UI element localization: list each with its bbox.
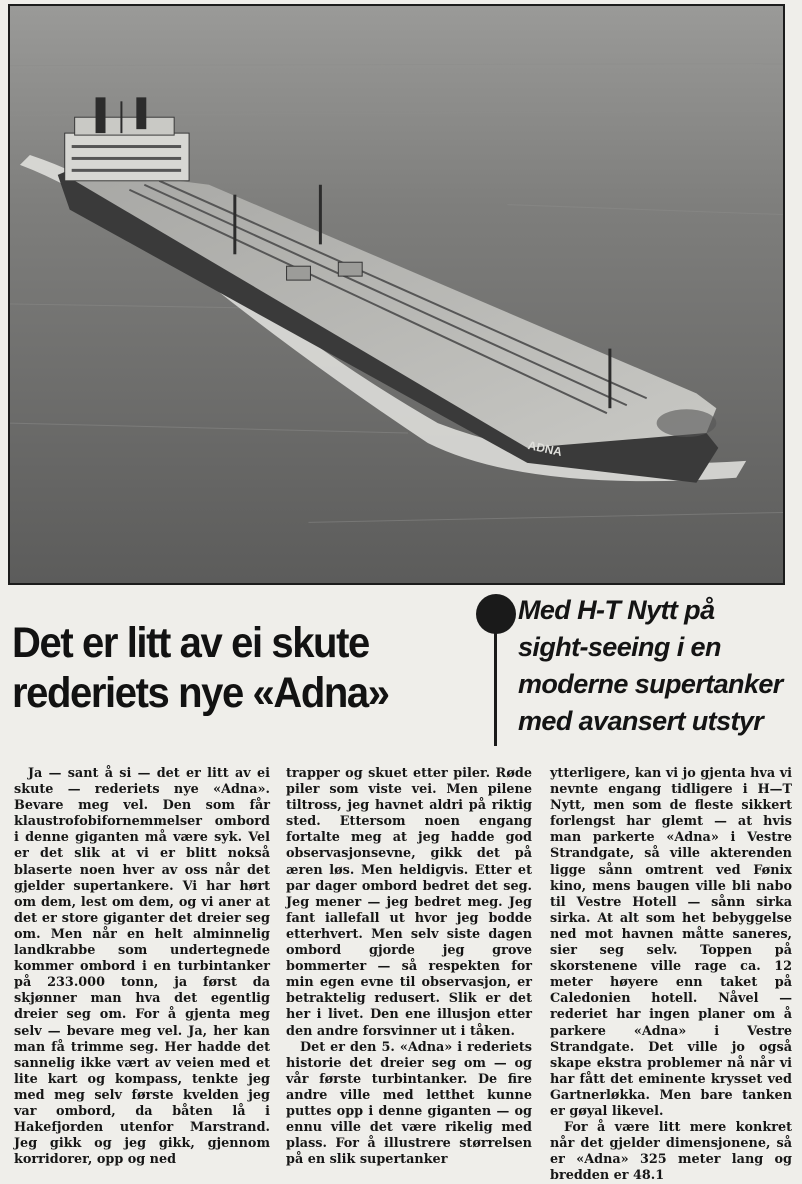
body-paragraph: Ja — sant å si — det er litt av ei skute — rederiets nye «Adna». Bevare meg vel. Den som får klaustrofobifornemmelser ombord i denne giganten må være syk. Vel er det slik at vi er blitt nokså blaserte noen hver av oss når det gjelder supertankere. Vi har hørt om dem, lest om dem, og vi aner at det er store giganter det dreier seg om. Men når en helt alminnelig landkrabbe som undertegnede kommer ombord i en turbintanker på 233.000 tonn, ja først da skjønner man hva det egentlig dreier seg om. For å gjenta meg selv — bevare meg vel. Ja, her kan man få trimme seg. Her hadde det sannelig ikke vært av veien med et lite kart og kompass, tenkte jeg med meg selv første kvelden jeg var ombord, da båten lå i Hakefjorden utenfor Marstrand. Jeg gikk og jeg gikk, gjennom korridorer, opp og ned <box>14 766 270 1168</box>
kicker-line: Med H-T Nytt på <box>518 595 715 625</box>
hull-name: ADNA <box>526 438 564 460</box>
tanker-photo <box>8 4 785 585</box>
kicker-line: med avansert utstyr <box>518 706 764 736</box>
body-column-2 <box>286 766 532 1168</box>
kicker-subheadline <box>518 592 802 740</box>
body-paragraph: Det er den 5. «Adna» i rederiets historie det dreier seg om — og vår første turbintanker. De fire andre ville med letthet kunne puttes opp i denne giganten — og ennu ville det være rikelig med plass. For å illustrere størrelsen på en slik supertanker <box>286 1039 532 1168</box>
kicker-line: sight-seeing i en <box>518 632 721 662</box>
headline-line: rederiets nye «Adna» <box>12 669 389 717</box>
tanker-illustration <box>10 6 783 583</box>
headline <box>12 618 440 718</box>
body-paragraph: ytterligere, kan vi jo gjenta hva vi nevnte engang tidligere i H—T Nytt, men som de fleste sikkert forlengst har glemt — at hvis man parkerte «Adna» i Vestre Strandgate, så ville akterenden ligge sånn omtrent ved Fønix kino, mens baugen ville bli nabo til Vestre Hotell — sånn sirka sirka. At alt som het bebyggelse ned mot havnen måtte saneres, sier seg selv. Toppen på skorstenene ville rage ca. 12 meter høyere enn taket på Caledonien hotell. Nåvel — rederiet har ingen planer om å parkere «Adna» i Vestre Strandgate. Det ville jo også skape ekstra problemer nå når vi har fått det eminente krysset ved Gartnerløkka. Men bare tanken er gøyal likevel. <box>550 766 792 1119</box>
body-column-1 <box>14 766 270 1168</box>
body-paragraph: trapper og skuet etter piler. Røde piler som viste vei. Men pilene tiltross, jeg havnet aldri på riktig sted. Ettersom noen engang fortalte meg at jeg hadde god observasjonsevne, gikk det på æren løs. Men heldigvis. Etter et par dager ombord bedret det seg. Jeg mener — jeg bedret meg. Jeg fant iallefall ut hvor jeg bodde etterhvert. Men selv siste dagen ombord gjorde jeg grove bommerter — så respekten for min egen evne til observasjon, er betraktelig redusert. Slik er det her i livet. Den ene illusjon etter den andre forsvinner ut i tåken. <box>286 766 532 1039</box>
kicker-rule <box>494 628 497 746</box>
kicker-line: moderne supertanker <box>518 669 783 699</box>
body-paragraph: For å være litt mere konkret når det gjelder dimensjonene, så er «Adna» 325 meter lang og bredden er 48.1 <box>550 1120 792 1184</box>
body-column-3 <box>550 766 792 1184</box>
headline-line: Det er litt av ei skute <box>12 619 369 667</box>
